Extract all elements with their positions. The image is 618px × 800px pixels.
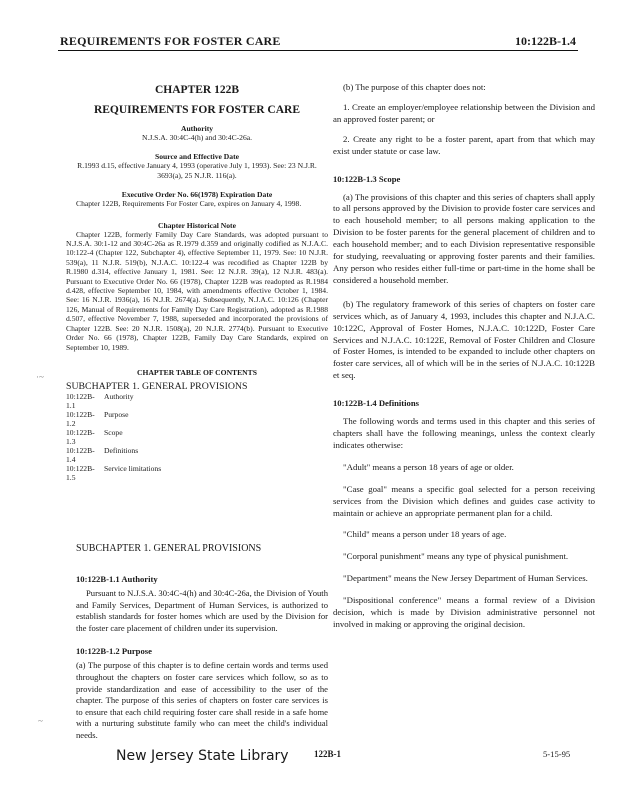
supplement-date: 5-15-95 bbox=[543, 749, 571, 759]
header-rule bbox=[58, 50, 578, 51]
toc-number: 10:122B-1.2 bbox=[66, 409, 95, 428]
section-1-1-heading: 10:122B-1.1 Authority bbox=[76, 574, 158, 584]
scope-b-text: (b) The regulatory framework of this series of chapters on foster care services which, as of January 4, 1993, includes this chapter and N.J.A.C. 10:122C, Approval of Foster Homes, N.J.A.C. 10:122D, Foster Care Services and N.J.A.C. 10:122E, Removal of Foster Children and Closure of Foster Homes, is intended to be expanded to include other chapters on foster care services, all of which will be in the series of N.J.A.C. 10:122B et seq. bbox=[333, 298, 595, 381]
scope-a-text: (a) The provisions of this chapter and this series of chapters shall apply to all persons approved by the Division to provide foster care services and to each household member; to all persons making application to the Division to be foster parents for the general placement of children and to each household member; and to each Division representative responsible for studying, reevaluating or approving foster parents and their families. Any person who resides either full-time or part-time in the home shall be considered a household member. bbox=[333, 191, 595, 285]
toc-title: Purpose bbox=[104, 409, 129, 419]
chapter-title: REQUIREMENTS FOR FOSTER CARE bbox=[93, 104, 301, 116]
section-1-4-heading: 10:122B-1.4 Definitions bbox=[333, 398, 419, 409]
toc-number: 10:122B-1.4 bbox=[66, 445, 95, 464]
toc-row bbox=[66, 410, 328, 428]
right-column bbox=[333, 82, 595, 631]
toc-row bbox=[66, 428, 328, 446]
toc-row bbox=[66, 464, 328, 482]
section-1-1-text: Pursuant to N.J.S.A. 30:4C-4(h) and 30:4C-26a, the Division of Youth and Family Services, Department of Human Services, is authorized to establish standards for foster homes which are used by the Division for the foster care placement of children under its supervision. bbox=[76, 588, 328, 633]
purpose-b-item-2: 2. Create any right to be a foster parent, apart from that which may exist under statute or case law. bbox=[333, 133, 595, 156]
running-header-title: REQUIREMENTS FOR FOSTER CARE bbox=[60, 34, 281, 48]
toc-label: CHAPTER TABLE OF CONTENTS bbox=[137, 367, 257, 377]
history-label: Chapter Historical Note bbox=[158, 220, 236, 230]
toc-number: 10:122B-1.3 bbox=[66, 427, 95, 446]
toc-title: Scope bbox=[104, 427, 123, 437]
library-stamp: New Jersey State Library bbox=[116, 748, 289, 764]
source-text: R.1993 d.15, effective January 4, 1993 (operative July 1, 1993). See: 23 N.J.R. 3693(a), 25 N.J.R. 116(a). bbox=[77, 161, 317, 180]
section-1-2-heading: 10:122B-1.2 Purpose bbox=[76, 646, 152, 657]
section-1-1 bbox=[76, 574, 328, 742]
exec-order-label: Executive Order No. 66(1978) Expiration Date bbox=[121, 190, 273, 200]
toc-list bbox=[66, 392, 328, 482]
definition-item: "Dispositional conference" means a formal review of a Division decision, which is made by Division administrative personnel not involved in making or approving the original decision. bbox=[333, 595, 595, 629]
definition-item: "Department" means the New Jersey Department of Human Services. bbox=[343, 573, 588, 584]
page-number: 122B-1 bbox=[314, 749, 341, 759]
toc-row bbox=[66, 446, 328, 464]
subchapter-heading: SUBCHAPTER 1. GENERAL PROVISIONS bbox=[76, 543, 262, 554]
toc-title: Service limitations bbox=[104, 463, 162, 473]
toc-number: 10:122B-1.5 bbox=[66, 463, 95, 482]
purpose-b-item-1: 1. Create an employer/employee relationship between the Division and an approved foster parent; or bbox=[333, 101, 595, 124]
toc-subchapter: SUBCHAPTER 1. GENERAL PROVISIONS bbox=[66, 380, 248, 392]
section-1-2-text: (a) The purpose of this chapter is to define certain words and terms used throughout the chapters on foster care services which follow, so as to provide standardization and ease of accessibility to the user of the chapter. The purpose of this series of chapters on foster care services is to ensure that each child requiring foster care shall reside in a safe home with a nurturing substitute family who can meet the child's individual needs. bbox=[76, 660, 328, 740]
definition-item: "Adult" means a person 18 years of age or older. bbox=[343, 461, 514, 472]
definition-item: "Corporal punishment" means any type of physical punishment. bbox=[343, 551, 569, 562]
exec-order-text: Chapter 122B, Requirements For Foster Care, expires on January 4, 1998. bbox=[76, 199, 302, 209]
section-1-3-heading: 10:122B-1.3 Scope bbox=[333, 173, 401, 184]
toc-title: Authority bbox=[104, 391, 134, 401]
history-text: Chapter 122B, formerly Family Day Care Standards, was adopted pursuant to N.J.S.A. 30:1-12 and 30:4C-26a as R.1979 d.359 and originally codified as N.J.A.C. 10:122-4 (Chapter 122, Subchapter 4), effective September 11, 1979. See: 10 N.J.R. 539(a), 11 N.J.R. 519(b), N.J.A.C. 10:122-4 was recodified as Chapter 122B by R.1980 d.314, effective January 1, 1981. See: 12 N.J.R. 39(a), 12 N.J.R. 483(a). Pursuant to Executive Order No. 66 (1978), Chapter 122B was readopted as R.1984 d.428, effective September 10, 1984, with amendments effective October 1, 1984. See: 16 N.J.R. 1936(a), 16 N.J.R. 2674(a). Subsequently, N.J.A.C. 10:126 (Chapter 126, Manual of Requirements for Family Day Care Registration), adopted as R.1988 d.507, effective November 7, 1988, superseded and incorporated the provisions of Chapter 122B. See: 20 N.J.R. 1508(a), 20 N.J.R. 2774(b). Pursuant to Executive Order No. 66 (1978), Chapter 122B, Family Day Care Standards, expired on September 10, 1989. bbox=[66, 229, 328, 352]
definition-item: "Case goal" means a specific goal selected for a person receiving services from the Division which defines and guides case activity to maintain or achieve an appropriate permanent plan for a child. bbox=[333, 483, 595, 518]
toc-title: Definitions bbox=[104, 445, 139, 455]
definitions-intro: The following words and terms used in this chapter and this series of chapters shall have the following meanings, unless the context clearly indicates otherwise: bbox=[333, 416, 595, 450]
source-label: Source and Effective Date bbox=[154, 152, 239, 162]
running-header-section: 10:122B-1.4 bbox=[515, 34, 576, 48]
chapter-number: CHAPTER 122B bbox=[154, 84, 240, 96]
definition-item: "Child" means a person under 18 years of age. bbox=[343, 529, 507, 540]
authority-text: N.J.S.A. 30:4C-4(h) and 30:4C-26a. bbox=[141, 133, 253, 142]
margin-scan-mark: ·~ bbox=[36, 372, 44, 382]
authority-label: Authority bbox=[180, 124, 214, 133]
left-column bbox=[66, 80, 328, 482]
margin-scan-mark: ~ bbox=[38, 716, 43, 726]
toc-number: 10:122B-1.1 bbox=[66, 391, 95, 410]
toc-row bbox=[66, 392, 328, 410]
purpose-b-intro: (b) The purpose of this chapter does not: bbox=[343, 82, 486, 92]
